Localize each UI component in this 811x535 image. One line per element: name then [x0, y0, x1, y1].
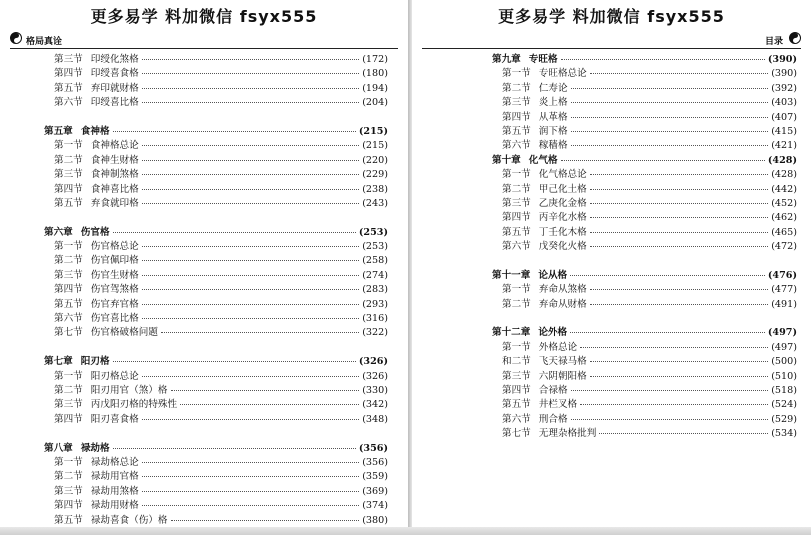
toc-section-row[interactable]: [492, 370, 797, 384]
toc-chapter-row[interactable]: [44, 125, 388, 139]
toc-entry-title: 论外格: [538, 327, 568, 339]
toc-section-row[interactable]: [44, 384, 388, 398]
toc-entry-page: (380): [362, 514, 388, 526]
toc-entry-number: 第五节: [54, 298, 83, 310]
toc-entry-number: 第五节: [502, 226, 531, 238]
toc-entry-page: (258): [362, 255, 388, 267]
toc-section-row[interactable]: [44, 283, 388, 297]
toc-section-row[interactable]: [44, 197, 388, 211]
toc-entry-title: 化气格: [528, 154, 558, 166]
toc-entry-title: 专旺格: [528, 54, 558, 65]
toc-entry-number: 第四节: [502, 111, 531, 123]
toc-entry-title: 仁寿论: [538, 82, 568, 94]
dot-leader: [142, 418, 359, 420]
toc-section-row[interactable]: [44, 413, 388, 427]
toc-entry-page: (407): [771, 111, 797, 123]
toc-entry-title: 伤官格总论: [90, 241, 139, 253]
dot-leader: [590, 188, 768, 190]
dot-leader: [142, 274, 359, 276]
toc-section-row[interactable]: [492, 183, 797, 197]
toc-entry-number: 第九章: [492, 54, 521, 65]
toc-entry-number: 第四节: [502, 212, 531, 224]
toc-entry-number: 第五节: [54, 82, 83, 94]
toc-chapter-row[interactable]: [492, 53, 797, 67]
toc-entry-page: (491): [771, 298, 797, 310]
dot-leader: [142, 317, 359, 319]
dot-leader: [142, 202, 359, 204]
toc-entry-title: 乙庚化金格: [538, 197, 587, 209]
toc-entry-page: (428): [767, 154, 797, 166]
toc-entry-title: 伤官佩印格: [90, 255, 139, 267]
running-head-title: 目录: [764, 37, 783, 47]
dot-leader: [590, 360, 768, 362]
toc-section-row[interactable]: [44, 470, 388, 484]
dot-leader: [171, 389, 360, 391]
dot-leader: [142, 259, 359, 261]
toc-entry-number: 第二节: [54, 154, 83, 166]
dot-leader: [142, 288, 359, 290]
dot-leader: [561, 159, 765, 161]
toc-entry-number: 第三节: [54, 54, 83, 65]
toc-entry-title: 伤官生财格: [90, 269, 139, 281]
toc-entry-title: 弃印就财格: [90, 82, 139, 94]
toc-entry-page: (477): [771, 284, 797, 296]
toc-entry-page: (342): [362, 399, 388, 411]
toc-entry-number: 第五节: [54, 197, 83, 209]
toc-entry-title: 禄劫格: [80, 442, 110, 454]
toc-entry-number: 第一节: [502, 169, 531, 181]
top-banner-right: 更多易学 料加微信 fsyx555: [498, 7, 725, 26]
toc-entry-title: 弃食就印格: [90, 197, 139, 209]
toc-entry-number: 第二节: [502, 183, 531, 195]
toc-entry-number: 第一节: [502, 68, 531, 80]
toc-list-left: [44, 53, 388, 528]
toc-entry-page: (283): [362, 284, 388, 296]
toc-entry-title: 甲己化土格: [538, 183, 587, 195]
dot-leader: [590, 216, 768, 218]
dot-leader: [590, 375, 768, 377]
dot-leader: [571, 87, 769, 89]
dot-leader: [142, 303, 359, 305]
toc-entry-number: 第三节: [502, 97, 531, 109]
toc-entry-number: 第五节: [502, 399, 531, 411]
toc-entry-page: (390): [771, 68, 797, 80]
toc-entry-number: 第四节: [54, 68, 83, 80]
toc-entry-title: 弃命从财格: [538, 298, 587, 310]
toc-entry-title: 伤官驾煞格: [90, 284, 139, 296]
dot-leader: [590, 303, 768, 305]
toc-section-row[interactable]: [492, 355, 797, 369]
toc-section-row[interactable]: [44, 398, 388, 412]
toc-entry-title: 无理杂格批判: [538, 428, 597, 440]
toc-entry-number: 第三节: [54, 269, 83, 281]
toc-entry-number: 第一节: [54, 370, 83, 382]
toc-entry-title: 伤官喜比格: [90, 313, 139, 325]
dot-leader: [571, 130, 769, 132]
toc-section-row[interactable]: [492, 168, 797, 182]
toc-entry-number: 和二节: [502, 356, 531, 368]
toc-section-row[interactable]: [44, 183, 388, 197]
toc-section-row[interactable]: [492, 398, 797, 412]
dot-leader: [142, 87, 359, 89]
toc-gap: [44, 111, 388, 125]
toc-entry-page: (510): [771, 370, 797, 382]
toc-section-row[interactable]: [44, 139, 388, 153]
toc-entry-page: (392): [771, 82, 797, 94]
toc-entry-page: (316): [362, 313, 388, 325]
top-banner-left: 更多易学 料加微信 fsyx555: [90, 7, 318, 26]
toc-chapter-row[interactable]: [492, 269, 797, 283]
toc-entry-number: 第十一章: [492, 269, 531, 281]
toc-entry-title: 刑合格: [538, 413, 568, 425]
toc-entry-page: (529): [771, 413, 797, 425]
dot-leader: [142, 375, 359, 377]
toc-section-row[interactable]: [44, 96, 388, 110]
toc-entry-page: (524): [771, 399, 797, 411]
toc-entry-number: 第一节: [502, 284, 531, 296]
toc-entry-title: 食神制煞格: [90, 169, 139, 181]
dot-leader: [590, 72, 768, 74]
toc-section-row[interactable]: [492, 298, 797, 312]
toc-entry-page: (326): [362, 370, 388, 382]
toc-chapter-row[interactable]: [44, 355, 388, 369]
toc-entry-page: (215): [362, 140, 388, 152]
toc-entry-title: 禄劫用官格: [90, 471, 139, 483]
toc-entry-page: (180): [362, 68, 388, 80]
toc-entry-page: (326): [358, 356, 388, 368]
dot-leader: [142, 159, 359, 161]
toc-section-row[interactable]: [44, 499, 388, 513]
toc-entry-page: (534): [771, 428, 797, 440]
dot-leader: [142, 461, 359, 463]
toc-entry-number: 第二节: [54, 384, 83, 396]
toc-entry-number: 第七节: [54, 327, 83, 339]
toc-entry-page: (497): [771, 341, 797, 353]
toc-section-row[interactable]: [44, 154, 388, 168]
toc-entry-page: (403): [771, 97, 797, 109]
toc-entry-number: 第五章: [44, 125, 73, 137]
toc-entry-number: 第六节: [502, 413, 531, 425]
toc-section-row[interactable]: [44, 485, 388, 499]
toc-entry-title: 阳刃用官（煞）格: [90, 384, 168, 396]
toc-entry-title: 阳刃喜食格: [90, 413, 139, 425]
taiji-icon: [10, 32, 22, 44]
toc-entry-number: 第一节: [54, 140, 83, 152]
dot-leader: [571, 101, 769, 103]
toc-entry-title: 专旺格总论: [538, 68, 587, 80]
toc-section-row[interactable]: [492, 211, 797, 225]
toc-section-row[interactable]: [44, 53, 388, 67]
toc-entry-page: (462): [771, 212, 797, 224]
toc-section-row[interactable]: [492, 96, 797, 110]
dot-leader: [142, 475, 359, 477]
toc-entry-number: 第三节: [502, 370, 531, 382]
toc-entry-title: 印绶喜食格: [90, 68, 139, 80]
dot-leader: [113, 360, 356, 362]
toc-entry-title: 从革格: [538, 111, 568, 123]
toc-entry-page: (348): [362, 413, 388, 425]
toc-entry-page: (452): [771, 197, 797, 209]
toc-section-row[interactable]: [492, 283, 797, 297]
right-page: [412, 0, 811, 535]
toc-entry-number: 第六节: [54, 313, 83, 325]
toc-entry-page: (356): [362, 456, 388, 468]
toc-section-row[interactable]: [44, 67, 388, 81]
toc-entry-title: 稼穑格: [538, 140, 568, 152]
dot-leader: [570, 274, 765, 276]
dot-leader: [113, 231, 356, 233]
toc-section-row[interactable]: [492, 413, 797, 427]
dot-leader: [590, 288, 768, 290]
toc-section-row[interactable]: [44, 514, 388, 528]
running-head-right: [422, 34, 801, 49]
viewer-bottom-bar: [0, 527, 811, 535]
toc-entry-title: 丙辛化水格: [538, 212, 587, 224]
taiji-icon: [789, 32, 801, 44]
toc-section-row[interactable]: [492, 197, 797, 211]
toc-entry-title: 丙戊阳刃格的特殊性: [90, 399, 178, 411]
toc-entry-title: 食神喜比格: [90, 183, 139, 195]
dot-leader: [590, 231, 768, 233]
dot-leader: [113, 447, 356, 449]
toc-entry-number: 第四节: [54, 413, 83, 425]
toc-list-right: [492, 53, 797, 442]
toc-section-row[interactable]: [44, 168, 388, 182]
toc-gap: [44, 211, 388, 225]
toc-entry-number: 第三节: [54, 485, 83, 497]
toc-entry-number: 第十章: [492, 154, 521, 166]
toc-entry-title: 印绶化煞格: [90, 54, 139, 65]
toc-entry-page: (472): [771, 241, 797, 253]
toc-entry-page: (172): [362, 54, 388, 65]
toc-section-row[interactable]: [492, 384, 797, 398]
dot-leader: [561, 58, 765, 60]
dot-leader: [142, 188, 359, 190]
toc-section-row[interactable]: [44, 456, 388, 470]
toc-entry-page: (369): [362, 485, 388, 497]
toc-section-row[interactable]: [44, 240, 388, 254]
toc-section-row[interactable]: [44, 326, 388, 340]
toc-entry-title: 禄劫用财格: [90, 500, 139, 512]
toc-entry-title: 伤官弃官格: [90, 298, 139, 310]
toc-entry-page: (359): [362, 471, 388, 483]
dot-leader: [142, 72, 359, 74]
toc-section-row[interactable]: [44, 254, 388, 268]
toc-entry-title: 禄劫用煞格: [90, 485, 139, 497]
toc-entry-title: 阳刃格总论: [90, 370, 139, 382]
dot-leader: [599, 432, 768, 434]
dot-leader: [142, 504, 359, 506]
dot-leader: [571, 116, 769, 118]
toc-entry-page: (428): [771, 169, 797, 181]
toc-entry-number: 第一节: [54, 456, 83, 468]
dot-leader: [142, 58, 359, 60]
toc-entry-page: (243): [362, 197, 388, 209]
toc-entry-title: 印绶喜比格: [90, 97, 139, 109]
toc-entry-number: 第二节: [54, 471, 83, 483]
toc-entry-page: (194): [362, 82, 388, 94]
toc-entry-number: 第二节: [54, 255, 83, 267]
toc-entry-title: 禄劫格总论: [90, 456, 139, 468]
toc-entry-title: 论从格: [538, 269, 568, 281]
running-head-title: 格局真诠: [26, 37, 63, 47]
toc-entry-title: 伤官格破格问题: [90, 327, 158, 339]
toc-entry-title: 炎上格: [538, 97, 568, 109]
toc-entry-number: 第十二章: [492, 327, 531, 339]
toc-entry-page: (415): [771, 125, 797, 137]
toc-entry-number: 第二节: [502, 82, 531, 94]
dot-leader: [580, 346, 768, 348]
toc-entry-title: 食神生财格: [90, 154, 139, 166]
toc-entry-page: (465): [771, 226, 797, 238]
dot-leader: [570, 331, 765, 333]
toc-entry-number: 第四节: [54, 500, 83, 512]
toc-section-row[interactable]: [44, 370, 388, 384]
toc-entry-number: 第三节: [502, 197, 531, 209]
toc-entry-number: 第四节: [54, 183, 83, 195]
toc-gap: [492, 312, 797, 326]
toc-section-row[interactable]: [492, 226, 797, 240]
toc-entry-title: 六阴朝阳格: [538, 370, 587, 382]
toc-section-row[interactable]: [492, 139, 797, 153]
toc-entry-number: 第六节: [502, 241, 531, 253]
toc-entry-number: 第一节: [54, 241, 83, 253]
dot-leader: [571, 418, 769, 420]
toc-section-row[interactable]: [44, 82, 388, 96]
toc-entry-number: 第二节: [502, 298, 531, 310]
toc-section-row[interactable]: [492, 240, 797, 254]
toc-entry-page: (500): [771, 356, 797, 368]
toc-chapter-row[interactable]: [492, 326, 797, 340]
toc-entry-number: 第六章: [44, 226, 73, 238]
toc-entry-page: (390): [767, 54, 797, 65]
toc-entry-number: 第五节: [54, 514, 83, 526]
toc-section-row[interactable]: [44, 298, 388, 312]
dot-leader: [571, 144, 769, 146]
toc-entry-title: 食神格总论: [90, 140, 139, 152]
toc-entry-page: (497): [767, 327, 797, 339]
toc-gap: [492, 254, 797, 268]
toc-section-row[interactable]: [492, 125, 797, 139]
toc-entry-title: 化气格总论: [538, 169, 587, 181]
toc-entry-number: 第七章: [44, 356, 73, 368]
toc-entry-page: (238): [362, 183, 388, 195]
dot-leader: [113, 130, 356, 132]
toc-entry-page: (215): [358, 125, 388, 137]
toc-entry-page: (476): [767, 269, 797, 281]
toc-entry-title: 飞天禄马格: [538, 356, 587, 368]
dot-leader: [590, 173, 768, 175]
toc-entry-number: 第六节: [502, 140, 531, 152]
toc-section-row[interactable]: [44, 269, 388, 283]
dot-leader: [580, 403, 768, 405]
toc-entry-page: (374): [362, 500, 388, 512]
toc-entry-number: 第三节: [54, 169, 83, 181]
dot-leader: [142, 101, 359, 103]
toc-entry-title: 外格总论: [538, 341, 578, 353]
toc-gap: [44, 427, 388, 441]
toc-entry-title: 弃命从煞格: [538, 284, 587, 296]
toc-entry-title: 禄劫喜食（伤）格: [90, 514, 168, 526]
toc-entry-page: (518): [771, 384, 797, 396]
toc-entry-number: 第三节: [54, 399, 83, 411]
toc-section-row[interactable]: [492, 111, 797, 125]
dot-leader: [142, 173, 359, 175]
dot-leader: [161, 331, 359, 333]
toc-entry-number: 第七节: [502, 428, 531, 440]
toc-entry-page: (356): [358, 442, 388, 454]
toc-section-row[interactable]: [492, 82, 797, 96]
toc-entry-page: (274): [362, 269, 388, 281]
toc-entry-number: 第四节: [502, 384, 531, 396]
toc-entry-page: (253): [362, 241, 388, 253]
toc-entry-title: 合禄格: [538, 384, 568, 396]
toc-section-row[interactable]: [44, 312, 388, 326]
toc-entry-title: 润下格: [538, 125, 568, 137]
toc-entry-number: 第八章: [44, 442, 73, 454]
toc-entry-page: (229): [362, 169, 388, 181]
dot-leader: [171, 519, 360, 521]
dot-leader: [142, 245, 359, 247]
toc-entry-number: 第六节: [54, 97, 83, 109]
toc-section-row[interactable]: [492, 67, 797, 81]
toc-entry-title: 食神格: [80, 125, 110, 137]
dot-leader: [590, 245, 768, 247]
toc-entry-title: 戊癸化火格: [538, 241, 587, 253]
toc-section-row[interactable]: [492, 341, 797, 355]
toc-entry-number: 第四节: [54, 284, 83, 296]
toc-chapter-row[interactable]: [44, 226, 388, 240]
toc-entry-page: (253): [358, 226, 388, 238]
toc-entry-page: (322): [362, 327, 388, 339]
toc-section-row[interactable]: [492, 427, 797, 441]
toc-entry-page: (330): [362, 384, 388, 396]
dot-leader: [571, 389, 769, 391]
toc-entry-title: 丁壬化木格: [538, 226, 587, 238]
toc-entry-page: (204): [362, 97, 388, 109]
dot-leader: [180, 403, 359, 405]
dot-leader: [142, 490, 359, 492]
running-head-left: [10, 34, 398, 49]
dot-leader: [142, 144, 359, 146]
toc-gap: [44, 341, 388, 355]
toc-entry-title: 阳刃格: [80, 356, 110, 368]
toc-chapter-row[interactable]: [44, 442, 388, 456]
toc-entry-number: 第五节: [502, 125, 531, 137]
toc-entry-page: (220): [362, 154, 388, 166]
toc-entry-title: 伤官格: [80, 226, 110, 238]
toc-entry-page: (442): [771, 183, 797, 195]
toc-entry-page: (293): [362, 298, 388, 310]
dot-leader: [590, 202, 768, 204]
toc-entry-page: (421): [771, 140, 797, 152]
toc-chapter-row[interactable]: [492, 154, 797, 168]
toc-entry-number: 第一节: [502, 341, 531, 353]
toc-entry-title: 井栏叉格: [538, 399, 578, 411]
